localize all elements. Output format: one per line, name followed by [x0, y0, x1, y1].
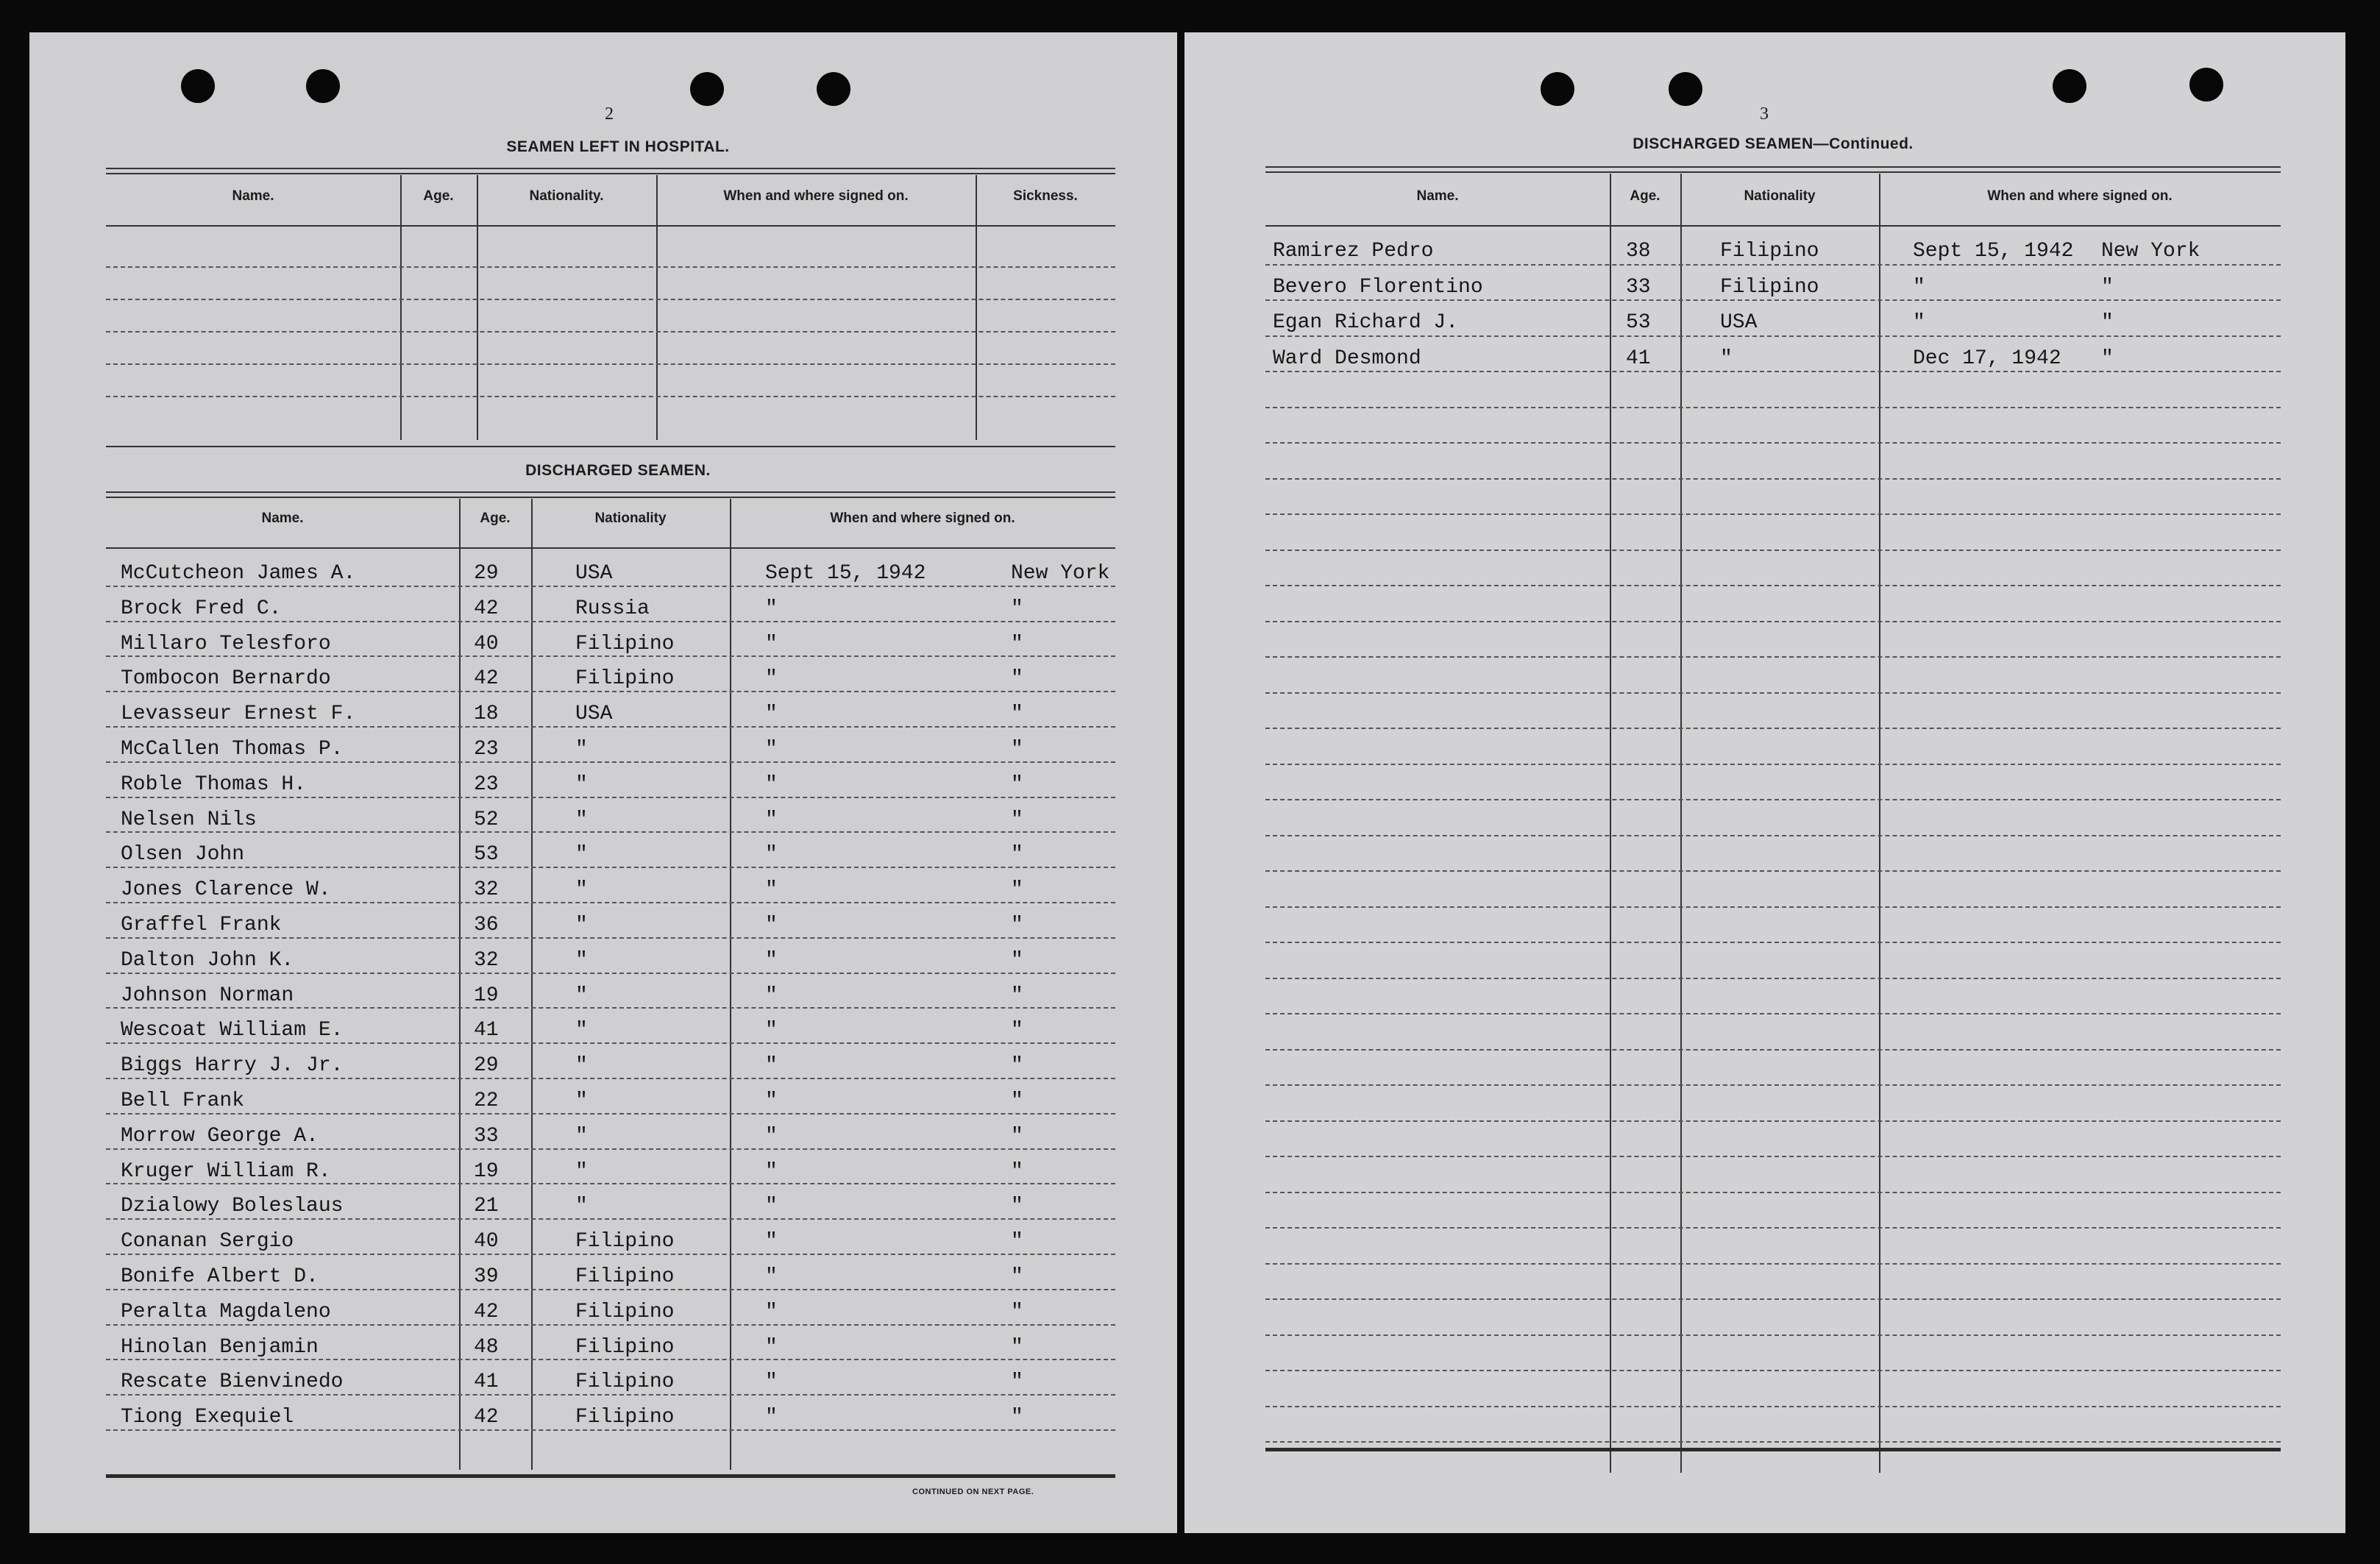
- row-place: ": [1011, 703, 1023, 726]
- row-age: 33: [474, 1124, 499, 1148]
- row-age: 23: [474, 772, 499, 796]
- right-col-age: Age.: [1630, 188, 1660, 204]
- punch-hole: [690, 72, 724, 106]
- row-nationality: ": [575, 878, 588, 902]
- right-col-signed-on: When and where signed on.: [1987, 188, 2173, 204]
- discharged-col-name: Name.: [261, 511, 304, 526]
- row-name: Bonife Albert D.: [121, 1265, 319, 1288]
- row-date: ": [765, 808, 778, 831]
- row-date: ": [765, 738, 778, 761]
- row-age: 40: [474, 1230, 499, 1254]
- row-age: 39: [474, 1265, 499, 1288]
- row-nationality: ": [575, 1019, 588, 1042]
- page-number: 3: [1760, 104, 1769, 124]
- row-nationality: ": [575, 1124, 588, 1148]
- row-age: 29: [474, 562, 499, 585]
- row-date: ": [765, 984, 778, 1007]
- punch-hole: [2189, 68, 2223, 102]
- row-place: ": [1011, 843, 1023, 867]
- row-age: 42: [474, 597, 499, 620]
- row-date: ": [765, 1371, 778, 1394]
- row-date: ": [765, 1265, 778, 1288]
- punch-hole: [181, 69, 215, 103]
- punch-hole: [1669, 72, 1702, 106]
- row-nationality: ": [1720, 346, 1733, 370]
- row-nationality: Filipino: [575, 1371, 675, 1394]
- row-name: Hinolan Benjamin: [121, 1335, 319, 1359]
- row-date: ": [765, 1090, 778, 1112]
- row-place: ": [1011, 1195, 1023, 1218]
- row-name: Brock Fred C.: [121, 597, 282, 620]
- row-place: ": [1011, 1230, 1023, 1254]
- row-date: ": [765, 948, 778, 972]
- row-name: Tombocon Bernardo: [121, 667, 331, 691]
- row-date: Dec 17, 1942: [1913, 346, 2061, 370]
- row-age: 42: [474, 1300, 499, 1323]
- row-place: New York: [1011, 562, 1110, 585]
- row-name: Dalton John K.: [121, 948, 294, 972]
- row-date: ": [765, 1019, 778, 1042]
- row-name: Peralta Magdaleno: [121, 1300, 331, 1323]
- row-nationality: Filipino: [575, 1265, 675, 1288]
- row-place: ": [1011, 1054, 1023, 1078]
- discharged-section-title: DISCHARGED SEAMEN.: [525, 462, 711, 479]
- row-place: ": [1011, 772, 1023, 796]
- discharged-col-age: Age.: [480, 511, 511, 526]
- row-date: ": [765, 632, 778, 655]
- punch-hole: [2053, 69, 2086, 103]
- row-age: 21: [474, 1195, 499, 1218]
- right-col-name: Name.: [1416, 188, 1459, 204]
- hospital-col-age: Age.: [423, 188, 454, 204]
- page-number: 2: [605, 104, 614, 124]
- row-date: ": [765, 1335, 778, 1359]
- row-nationality: Filipino: [575, 1230, 675, 1254]
- row-age: 32: [474, 878, 499, 902]
- row-nationality: Russia: [575, 597, 650, 620]
- row-date: ": [765, 1054, 778, 1078]
- row-date: ": [765, 597, 778, 620]
- row-date: ": [1913, 311, 1925, 334]
- row-date: ": [765, 843, 778, 867]
- hospital-col-sickness: Sickness.: [1013, 188, 1078, 204]
- row-name: Levasseur Ernest F.: [121, 703, 356, 726]
- row-date: ": [765, 1406, 778, 1429]
- row-age: 32: [474, 948, 499, 972]
- discharged-col-nationality: Nationality: [594, 511, 667, 526]
- row-age: 38: [1626, 240, 1651, 263]
- row-name: Graffel Frank: [121, 914, 282, 936]
- row-date: ": [765, 1230, 778, 1254]
- row-age: 53: [1626, 311, 1651, 334]
- row-name: Jones Clarence W.: [121, 878, 331, 902]
- row-nationality: ": [575, 808, 588, 831]
- row-name: Bell Frank: [121, 1090, 245, 1112]
- row-nationality: Filipino: [575, 1335, 675, 1359]
- right-page: [1184, 32, 2345, 1533]
- hospital-col-nationality: Nationality.: [529, 188, 604, 204]
- row-place: ": [2101, 275, 2114, 299]
- hospital-col-name: Name.: [232, 188, 274, 204]
- row-age: 22: [474, 1090, 499, 1112]
- row-age: 41: [474, 1371, 499, 1394]
- row-place: ": [2101, 346, 2114, 370]
- row-place: ": [1011, 1124, 1023, 1148]
- hospital-section-title: SEAMEN LEFT IN HOSPITAL.: [506, 138, 730, 155]
- row-age: 41: [1626, 346, 1651, 370]
- row-place: ": [1011, 878, 1023, 902]
- row-age: 23: [474, 738, 499, 761]
- punch-hole: [817, 72, 850, 106]
- row-place: ": [1011, 1090, 1023, 1112]
- row-age: 42: [474, 667, 499, 691]
- row-name: Wescoat William E.: [121, 1019, 344, 1042]
- row-place: ": [1011, 1019, 1023, 1042]
- row-place: New York: [2101, 240, 2200, 263]
- row-date: ": [765, 1300, 778, 1323]
- row-place: ": [1011, 1159, 1023, 1183]
- row-age: 48: [474, 1335, 499, 1359]
- row-date: ": [765, 878, 778, 902]
- row-name: Nelsen Nils: [121, 808, 257, 831]
- row-date: ": [765, 914, 778, 936]
- row-name: McCutcheon James A.: [121, 562, 356, 585]
- row-date: Sept 15, 1942: [1913, 240, 2074, 263]
- row-name: Roble Thomas H.: [121, 772, 307, 796]
- hospital-col-signed-on: When and where signed on.: [723, 188, 909, 204]
- row-nationality: USA: [575, 562, 613, 585]
- row-name: Tiong Exequiel: [121, 1406, 294, 1429]
- row-date: ": [765, 703, 778, 726]
- row-nationality: ": [575, 1159, 588, 1183]
- row-place: ": [2101, 311, 2114, 334]
- row-date: ": [765, 1195, 778, 1218]
- row-place: ": [1011, 1335, 1023, 1359]
- row-name: Morrow George A.: [121, 1124, 319, 1148]
- row-place: ": [1011, 984, 1023, 1007]
- row-place: ": [1011, 667, 1023, 691]
- row-nationality: ": [575, 772, 588, 796]
- row-nationality: ": [575, 738, 588, 761]
- row-name: Ramirez Pedro: [1273, 240, 1434, 263]
- row-nationality: ": [575, 1195, 588, 1218]
- row-name: Dzialowy Boleslaus: [121, 1195, 344, 1218]
- row-nationality: Filipino: [575, 1406, 675, 1429]
- row-age: 29: [474, 1054, 499, 1078]
- row-date: Sept 15, 1942: [765, 562, 926, 585]
- discharged-col-signed-on: When and where signed on.: [830, 511, 1015, 526]
- row-age: 40: [474, 632, 499, 655]
- row-place: ": [1011, 808, 1023, 831]
- punch-hole: [1541, 72, 1574, 106]
- row-nationality: ": [575, 1054, 588, 1078]
- row-name: Ward Desmond: [1273, 346, 1421, 370]
- row-nationality: Filipino: [575, 1300, 675, 1323]
- row-name: Johnson Norman: [121, 984, 294, 1007]
- left-page: [29, 32, 1177, 1533]
- row-age: 19: [474, 1159, 499, 1183]
- row-nationality: Filipino: [575, 632, 675, 655]
- row-date: ": [765, 1124, 778, 1148]
- row-place: ": [1011, 1406, 1023, 1429]
- row-place: ": [1011, 914, 1023, 936]
- row-age: 18: [474, 703, 499, 726]
- row-name: Biggs Harry J. Jr.: [121, 1054, 344, 1078]
- continued-note: CONTINUED ON NEXT PAGE.: [912, 1487, 1034, 1496]
- row-date: ": [1913, 275, 1925, 299]
- row-age: 42: [474, 1406, 499, 1429]
- row-nationality: ": [575, 914, 588, 936]
- row-place: ": [1011, 1300, 1023, 1323]
- row-name: Olsen John: [121, 843, 245, 867]
- row-nationality: ": [575, 948, 588, 972]
- row-place: ": [1011, 597, 1023, 620]
- row-nationality: USA: [1720, 311, 1758, 334]
- row-age: 36: [474, 914, 499, 936]
- row-nationality: Filipino: [1720, 240, 1819, 263]
- row-nationality: Filipino: [575, 667, 675, 691]
- row-place: ": [1011, 632, 1023, 655]
- row-date: ": [765, 772, 778, 796]
- row-date: ": [765, 1159, 778, 1183]
- row-nationality: USA: [575, 703, 613, 726]
- row-age: 52: [474, 808, 499, 831]
- row-name: Rescate Bienvinedo: [121, 1371, 344, 1394]
- row-place: ": [1011, 1265, 1023, 1288]
- punch-hole: [306, 69, 340, 103]
- right-col-nationality: Nationality: [1744, 188, 1816, 204]
- discharged-continued-title: DISCHARGED SEAMEN—Continued.: [1633, 135, 1914, 152]
- row-name: Conanan Sergio: [121, 1230, 294, 1254]
- row-age: 33: [1626, 275, 1651, 299]
- row-place: ": [1011, 738, 1023, 761]
- row-name: McCallen Thomas P.: [121, 738, 344, 761]
- row-name: Bevero Florentino: [1273, 275, 1483, 299]
- row-nationality: ": [575, 843, 588, 867]
- row-date: ": [765, 667, 778, 691]
- row-name: Kruger William R.: [121, 1159, 331, 1183]
- row-age: 19: [474, 984, 499, 1007]
- row-age: 53: [474, 843, 499, 867]
- row-name: Egan Richard J.: [1273, 311, 1459, 334]
- row-place: ": [1011, 948, 1023, 972]
- row-name: Millaro Telesforo: [121, 632, 331, 655]
- row-nationality: Filipino: [1720, 275, 1819, 299]
- row-nationality: ": [575, 984, 588, 1007]
- row-place: ": [1011, 1371, 1023, 1394]
- row-nationality: ": [575, 1090, 588, 1112]
- row-age: 41: [474, 1019, 499, 1042]
